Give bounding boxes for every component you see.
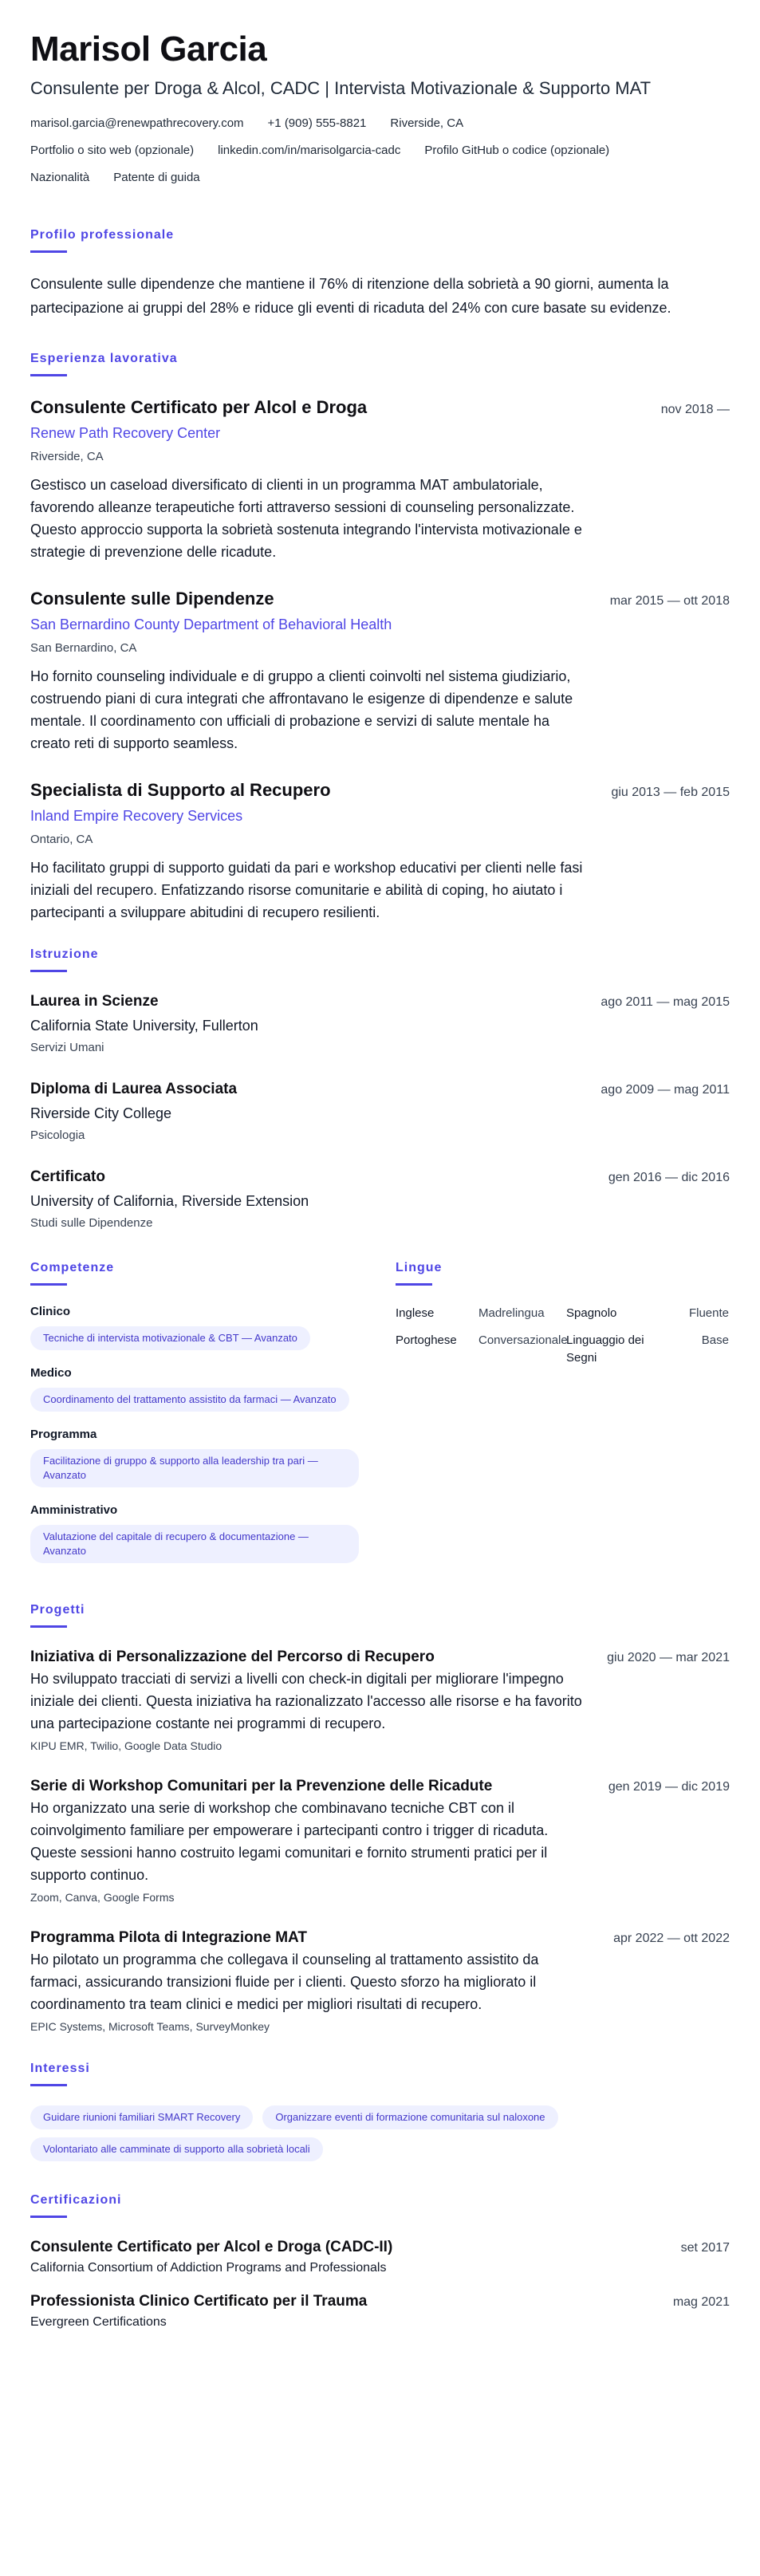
project-tech: EPIC Systems, Microsoft Teams, SurveyMonkey — [30, 2020, 270, 2033]
job-dates: mar 2015 — ott 2018 — [609, 594, 730, 608]
field-of-study: Servizi Umani — [30, 1041, 104, 1054]
project-dates: giu 2020 — mar 2021 — [607, 1651, 730, 1664]
github-link[interactable]: Profilo GitHub o codice (opzionale) — [424, 144, 610, 157]
job-description: Gestisco un caseload diversificato di clienti in un programma MAT ambulatoriale, favorendo alleanze terapeutiche forti attraverso sessioni di counseling personalizzate. Questo approccio supporta la sobrietà sostenuta integrando l'intervista motivazionale e strategie di prevenzione delle ricadute. — [30, 477, 582, 560]
job-title: Specialista di Supporto al Recupero — [30, 780, 331, 800]
contact-row — [30, 169, 730, 187]
job-location: Riverside, CA — [30, 450, 104, 463]
skill-group — [30, 1428, 364, 1487]
section-title: Esperienza lavorativa — [30, 352, 178, 365]
skill-tag: Tecniche di intervista motivazionale & CBT — Avanzato — [30, 1326, 310, 1350]
email-link[interactable]: marisol.garcia@renewpathrecovery.com — [30, 116, 244, 130]
language-name: Inglese — [396, 1306, 435, 1320]
certifications-section — [30, 2193, 730, 2331]
contact-row — [30, 142, 730, 160]
degree: Certificato — [30, 1168, 105, 1185]
interests-section — [30, 2062, 730, 2161]
skill-category: Medico — [30, 1366, 72, 1380]
school-name: University of California, Riverside Extension — [30, 1193, 309, 1209]
company-name: Renew Path Recovery Center — [30, 425, 221, 441]
interests-list — [30, 2105, 668, 2161]
language-name: Spagnolo — [566, 1306, 617, 1320]
job-description: Ho fornito counseling individuale e di gruppo a clienti coinvolti nel sistema giudiziario, costruendo piani di cura integrati che affrontavano le esigenze di dipendenze e salute mentale. Il coordinamento con ufficiali di probazione e servizi di salute mentale ha creato reti di supporto seamless. — [30, 668, 573, 751]
languages-column — [396, 1261, 729, 1579]
education-entry — [30, 991, 730, 1057]
education-dates: ago 2011 — mag 2015 — [601, 995, 730, 1009]
school-name: California State University, Fullerton — [30, 1018, 258, 1034]
field-of-study: Psicologia — [30, 1128, 85, 1142]
experience-section — [30, 352, 730, 924]
section-divider — [30, 970, 67, 972]
certification-entry — [30, 2291, 730, 2331]
section-divider — [396, 1283, 432, 1286]
driving-license: Patente di guida — [113, 171, 200, 184]
section-divider — [30, 250, 67, 253]
project-description: Ho sviluppato tracciati di servizi a livelli con check-in digitali per migliorare l'impegno iniziale dei clienti. Questa iniziativa ha razionalizzato l'accesso alle risorse e ha favorito una partecipazione costante nei programmi di recupero. — [30, 1671, 582, 1731]
interest-tag: Organizzare eventi di formazione comunitaria sul naloxone — [262, 2105, 557, 2129]
education-dates: ago 2009 — mag 2011 — [601, 1083, 730, 1097]
section-divider — [30, 1625, 67, 1628]
company-name: San Bernardino County Department of Behavioral Health — [30, 616, 392, 632]
linkedin-link[interactable]: linkedin.com/in/marisolgarcia-cadc — [218, 144, 401, 157]
section-title: Profilo professionale — [30, 228, 175, 242]
education-entry — [30, 1079, 730, 1144]
skill-group — [30, 1305, 364, 1350]
field-of-study: Studi sulle Dipendenze — [30, 1216, 153, 1230]
language-level: Fluente — [688, 1306, 729, 1320]
section-title: Progetti — [30, 1603, 85, 1617]
certification-title: Professionista Clinico Certificato per il Trauma — [30, 2293, 368, 2310]
job-title: Consulente Certificato per Alcol e Droga — [30, 397, 368, 417]
job-dates: giu 2013 — feb 2015 — [611, 786, 730, 799]
section-divider — [30, 1283, 67, 1286]
degree: Diploma di Laurea Associata — [30, 1081, 238, 1097]
section-title: Istruzione — [30, 947, 99, 961]
project-description: Ho pilotato un programma che collegava il counseling al trattamento assistito da farmaci, assicurando transizioni fluide per i clienti. Questo sforzo ha migliorato il coordinamento tra team clinici e medici per migliori risultati di recupero. — [30, 1952, 539, 2012]
language-name: Portoghese — [396, 1333, 457, 1347]
interest-tag: Guidare riunioni familiari SMART Recovery — [30, 2105, 253, 2129]
profile-section — [30, 228, 730, 320]
section-divider — [30, 2084, 67, 2086]
job-description: Ho facilitato gruppi di supporto guidati da pari e workshop educativi per clienti nelle fasi iniziali del recupero. Enfatizzando risorse comunitarie e abilità di coping, ho aiutato i partecipanti a sviluppare abitudini di recupero resilienti. — [30, 860, 583, 920]
resume-header — [30, 29, 730, 187]
project-entry — [30, 1647, 730, 1754]
language-row — [396, 1332, 729, 1367]
nationality: Nazionalità — [30, 171, 90, 184]
job-entry — [30, 778, 730, 924]
language-level: Base — [701, 1333, 729, 1347]
job-title: Consulente sulle Dipendenze — [30, 589, 274, 609]
job-location: Ontario, CA — [30, 833, 93, 846]
certification-entry — [30, 2237, 730, 2277]
job-entry — [30, 587, 730, 754]
education-entry — [30, 1167, 730, 1232]
skill-tag: Valutazione del capitale di recupero & documentazione — Avanzato — [30, 1525, 359, 1563]
language-name: Linguaggio dei Segni — [566, 1333, 644, 1365]
portfolio-link[interactable]: Portfolio o sito web (opzionale) — [30, 144, 195, 157]
school-name: Riverside City College — [30, 1105, 172, 1121]
phone-number: +1 (909) 555-8821 — [267, 116, 367, 130]
skill-category: Amministrativo — [30, 1503, 118, 1517]
certification-date: set 2017 — [680, 2241, 730, 2255]
project-dates: gen 2019 — dic 2019 — [608, 1780, 730, 1794]
project-tech: Zoom, Canva, Google Forms — [30, 1891, 175, 1904]
degree: Laurea in Scienze — [30, 993, 159, 1010]
projects-section — [30, 1603, 730, 2034]
job-dates: nov 2018 — — [660, 403, 730, 416]
education-section — [30, 947, 730, 1232]
education-dates: gen 2016 — dic 2016 — [608, 1171, 730, 1184]
interest-tag: Volontariato alle camminate di supporto alla sobrietà locali — [30, 2137, 323, 2161]
contact-info — [30, 115, 730, 187]
certification-issuer: Evergreen Certifications — [30, 2315, 167, 2329]
location: Riverside, CA — [390, 116, 464, 130]
project-title: Iniziativa di Personalizzazione del Percorso di Recupero — [30, 1648, 435, 1665]
section-title: Competenze — [30, 1261, 115, 1274]
project-dates: apr 2022 — ott 2022 — [613, 1932, 730, 1945]
project-description: Ho organizzato una serie di workshop che combinavano tecniche CBT con il coinvolgimento familiare per empowerare i partecipanti contro i trigger di ricaduta. Queste sessioni hanno costruito legami comunitari e fornito strumenti pratici per il supporto continuo. — [30, 1800, 549, 1883]
certification-issuer: California Consortium of Addiction Programs and Professionals — [30, 2261, 387, 2275]
language-level: Madrelingua — [478, 1306, 545, 1320]
certification-date: mag 2021 — [672, 2295, 730, 2309]
skills-languages-section — [30, 1261, 730, 1579]
language-row — [396, 1305, 729, 1322]
section-divider — [30, 2216, 67, 2218]
section-title: Interessi — [30, 2062, 90, 2075]
skill-category: Programma — [30, 1428, 97, 1441]
skill-category: Clinico — [30, 1305, 71, 1318]
section-title: Lingue — [396, 1261, 443, 1274]
project-entry — [30, 1928, 730, 2034]
headline: Consulente per Droga & Alcol, CADC | Intervista Motivazionale & Supporto MAT — [30, 78, 652, 98]
project-title: Serie di Workshop Comunitari per la Prevenzione delle Ricadute — [30, 1778, 493, 1794]
job-location: San Bernardino, CA — [30, 641, 137, 655]
company-name: Inland Empire Recovery Services — [30, 808, 243, 824]
project-tech: KIPU EMR, Twilio, Google Data Studio — [30, 1739, 222, 1752]
section-divider — [30, 374, 67, 376]
skill-group — [30, 1503, 364, 1563]
profile-summary: Consulente sulle dipendenze che mantiene il 76% di ritenzione della sobrietà a 90 giorni, aumenta la partecipazione ai gruppi del 28% e riduce gli eventi di ricaduta del 24% con cure basate su evidenze. — [30, 276, 671, 316]
project-title: Programma Pilota di Integrazione MAT — [30, 1929, 307, 1946]
candidate-name: Marisol Garcia — [30, 30, 267, 69]
certification-title: Consulente Certificato per Alcol e Droga (CADC-II) — [30, 2239, 393, 2255]
skills-column — [30, 1261, 364, 1579]
skill-group — [30, 1366, 364, 1412]
contact-row — [30, 115, 730, 132]
skill-tag: Coordinamento del trattamento assistito da farmaci — Avanzato — [30, 1388, 349, 1412]
project-entry — [30, 1776, 730, 1905]
job-entry — [30, 396, 730, 563]
language-level: Conversazionale — [478, 1333, 568, 1347]
section-title: Certificazioni — [30, 2193, 122, 2207]
skill-tag: Facilitazione di gruppo & supporto alla leadership tra pari — Avanzato — [30, 1449, 359, 1487]
